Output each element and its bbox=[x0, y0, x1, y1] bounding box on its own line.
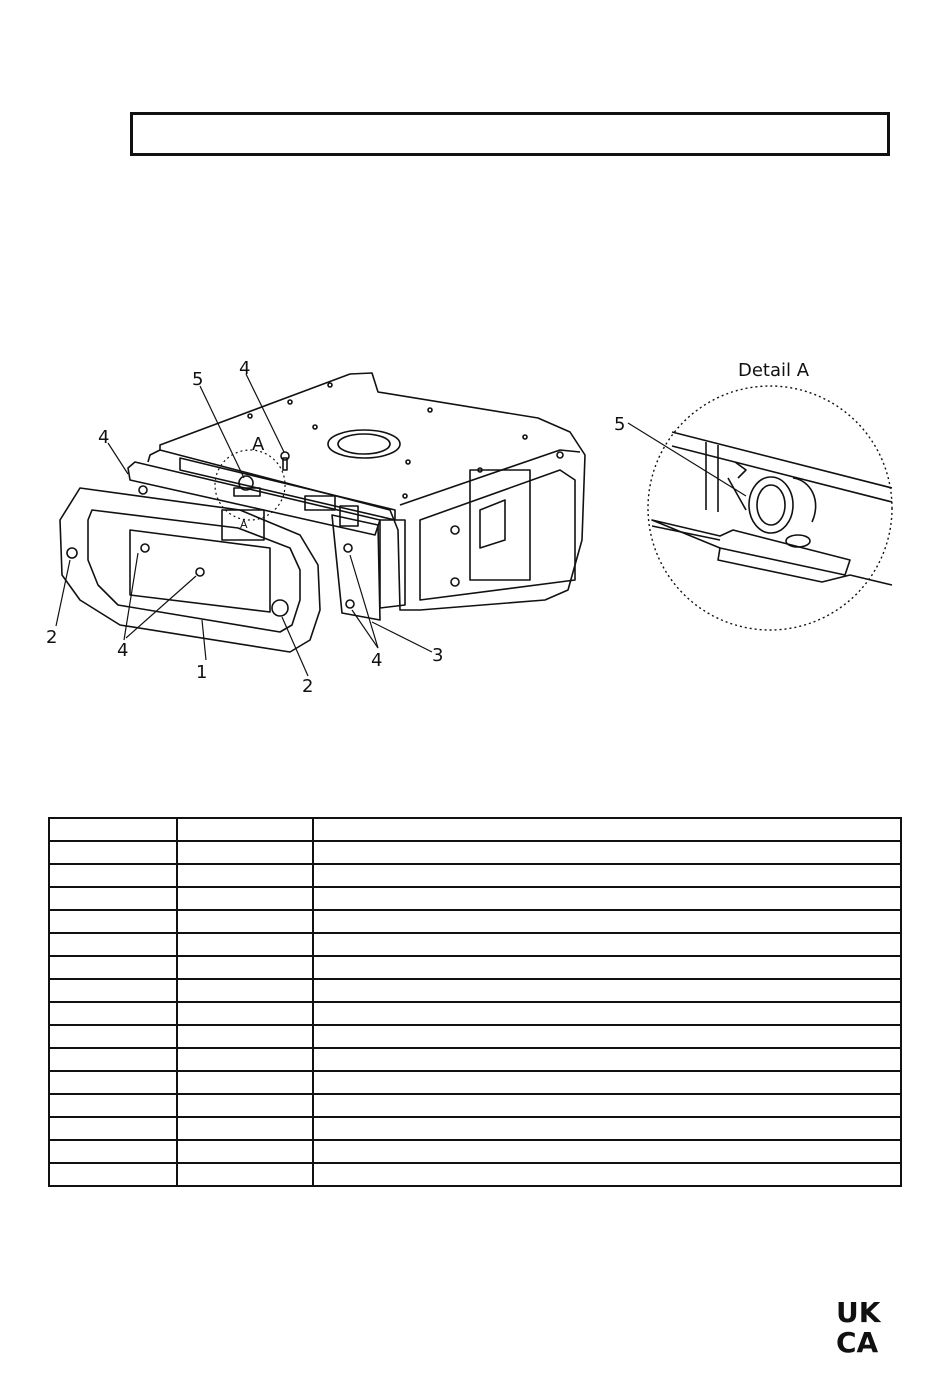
table-cell bbox=[177, 1117, 313, 1140]
table-cell bbox=[177, 1140, 313, 1163]
table-row bbox=[49, 1025, 901, 1048]
right-panel bbox=[380, 520, 405, 608]
table-cell bbox=[49, 1048, 177, 1071]
parts-table-body bbox=[49, 818, 901, 1186]
table-cell bbox=[49, 979, 177, 1002]
table-cell bbox=[313, 910, 901, 933]
table-cell bbox=[177, 1071, 313, 1094]
table-cell bbox=[313, 887, 901, 910]
table-cell bbox=[177, 1025, 313, 1048]
table-cell bbox=[49, 1002, 177, 1025]
table-cell bbox=[313, 818, 901, 841]
table-cell bbox=[177, 887, 313, 910]
table-cell bbox=[49, 1140, 177, 1163]
callout-3: 3 bbox=[432, 645, 444, 666]
table-cell bbox=[49, 864, 177, 887]
detail-marker-a: A bbox=[252, 434, 265, 455]
table-cell bbox=[177, 818, 313, 841]
table-row bbox=[49, 1140, 901, 1163]
table-cell bbox=[313, 841, 901, 864]
front-frame bbox=[60, 488, 320, 652]
table-cell bbox=[313, 864, 901, 887]
table-cell bbox=[49, 818, 177, 841]
table-row bbox=[49, 1048, 901, 1071]
table-cell bbox=[177, 933, 313, 956]
table-cell bbox=[177, 841, 313, 864]
table-cell bbox=[49, 1094, 177, 1117]
callout-4-right: 4 bbox=[371, 650, 383, 671]
callout-5: 5 bbox=[192, 369, 204, 390]
table-cell bbox=[177, 1048, 313, 1071]
callout-4-left: 4 bbox=[98, 427, 110, 448]
table-cell bbox=[49, 956, 177, 979]
table-cell bbox=[177, 864, 313, 887]
callout-4-top: 4 bbox=[239, 358, 251, 379]
table-cell bbox=[313, 1094, 901, 1117]
callout-1: 1 bbox=[196, 662, 208, 683]
table-row bbox=[49, 864, 901, 887]
table-cell bbox=[177, 1163, 313, 1186]
table-cell bbox=[177, 979, 313, 1002]
table-row bbox=[49, 1094, 901, 1117]
device-body bbox=[160, 373, 585, 610]
ukca-logo-icon bbox=[836, 1298, 890, 1354]
exploded-view-figure bbox=[0, 340, 950, 710]
parts-table bbox=[48, 817, 902, 1187]
table-cell bbox=[49, 887, 177, 910]
table-row bbox=[49, 1117, 901, 1140]
detail-callout-5: 5 bbox=[614, 414, 626, 435]
table-row bbox=[49, 1071, 901, 1094]
table-cell bbox=[313, 1163, 901, 1186]
table-row bbox=[49, 956, 901, 979]
table-cell bbox=[49, 841, 177, 864]
table-cell bbox=[49, 1163, 177, 1186]
table-cell bbox=[313, 956, 901, 979]
ukca-mark bbox=[836, 1298, 890, 1354]
callout-2-left: 2 bbox=[46, 627, 58, 648]
table-cell bbox=[313, 979, 901, 1002]
table-cell bbox=[177, 910, 313, 933]
detail-a-title: Detail A bbox=[738, 360, 810, 381]
table-cell bbox=[49, 1071, 177, 1094]
table-cell bbox=[177, 1002, 313, 1025]
table-cell bbox=[313, 933, 901, 956]
callout-2-right: 2 bbox=[302, 676, 314, 697]
table-cell bbox=[49, 1117, 177, 1140]
ukca-line-1: UK bbox=[836, 1298, 881, 1329]
table-cell bbox=[313, 1048, 901, 1071]
exploded-view-drawing bbox=[0, 340, 950, 710]
callout-4-bottom: 4 bbox=[117, 640, 129, 661]
ukca-line-2: CA bbox=[836, 1326, 879, 1354]
table-row bbox=[49, 1163, 901, 1186]
table-cell bbox=[177, 956, 313, 979]
table-cell bbox=[313, 1002, 901, 1025]
detail-a-drawing bbox=[652, 432, 892, 585]
mounting-plate-left bbox=[128, 462, 380, 535]
plate-marker-a: A bbox=[240, 518, 248, 531]
table-row bbox=[49, 841, 901, 864]
table-cell bbox=[49, 1025, 177, 1048]
title-box bbox=[130, 112, 890, 156]
table-row bbox=[49, 979, 901, 1002]
table-row bbox=[49, 818, 901, 841]
table-row bbox=[49, 887, 901, 910]
table-row bbox=[49, 933, 901, 956]
table-row bbox=[49, 910, 901, 933]
table-cell bbox=[313, 1117, 901, 1140]
table-row bbox=[49, 1002, 901, 1025]
table-cell bbox=[313, 1025, 901, 1048]
table-cell bbox=[313, 1071, 901, 1094]
table-cell bbox=[177, 1094, 313, 1117]
table-cell bbox=[313, 1140, 901, 1163]
table-cell bbox=[49, 910, 177, 933]
detail-a-circle bbox=[648, 386, 892, 630]
table-cell bbox=[49, 933, 177, 956]
